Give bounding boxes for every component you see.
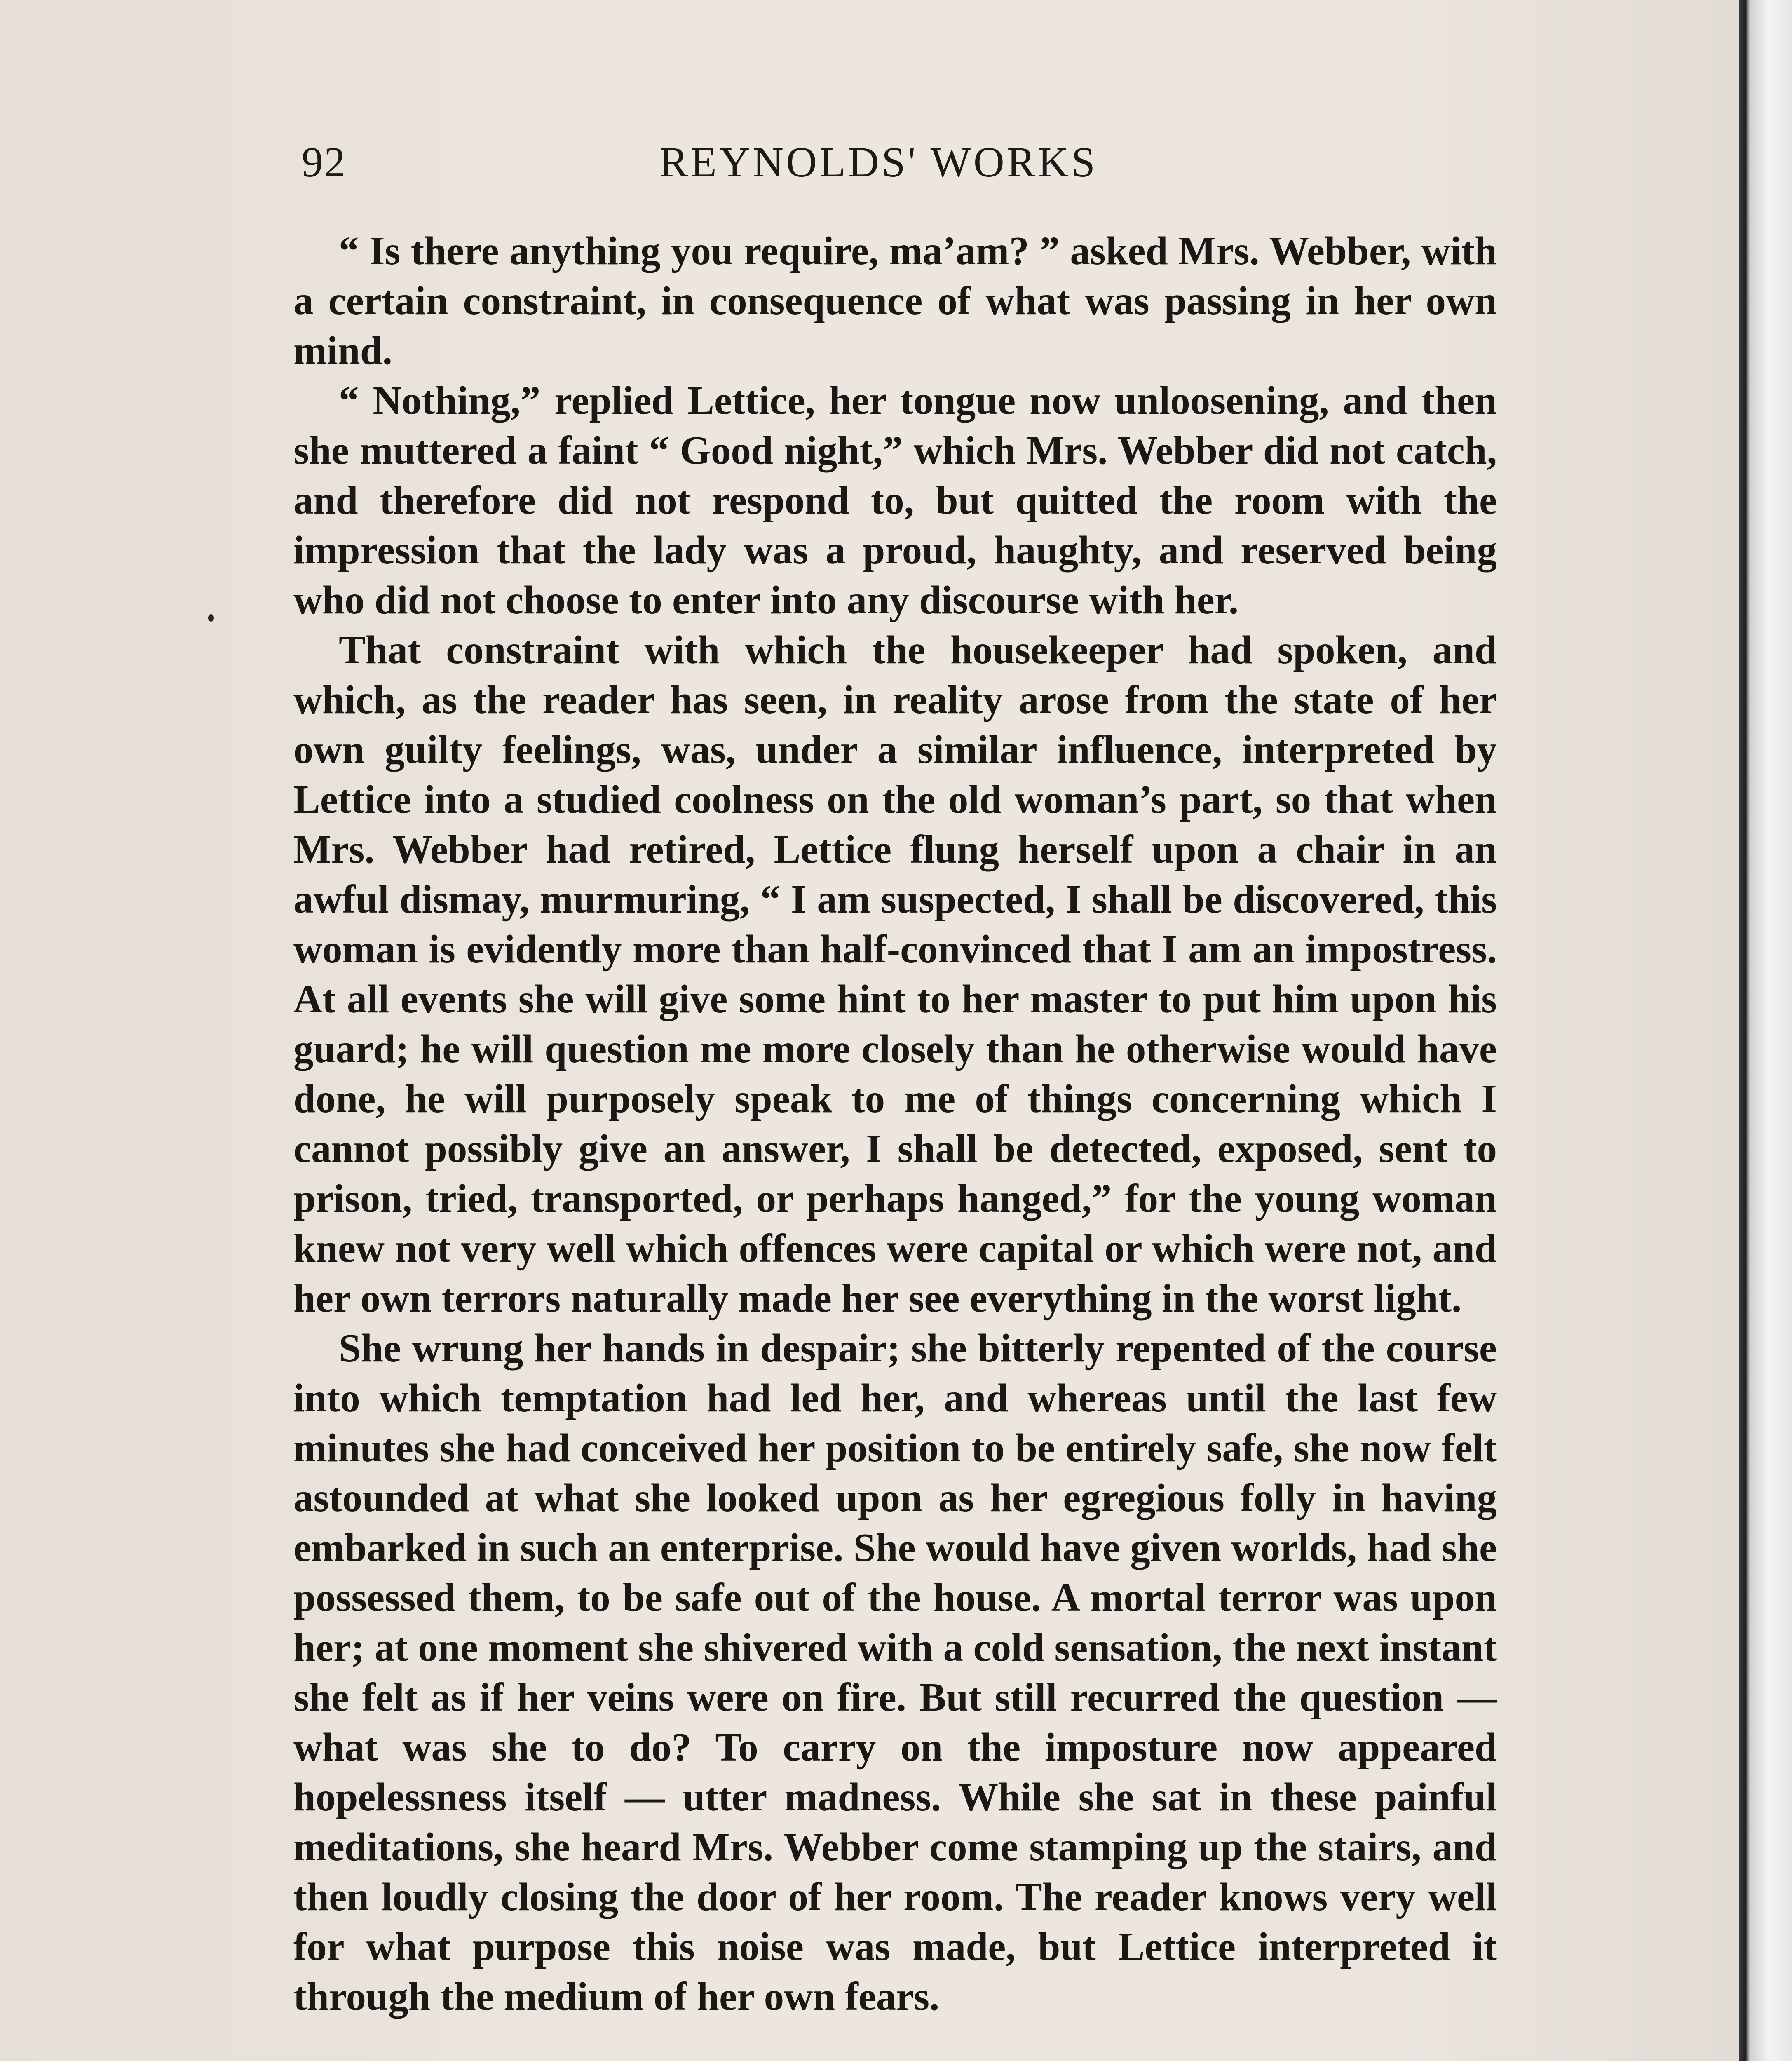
paper-speck: [208, 614, 214, 622]
paragraph-1: “ Is there anything you require, ma’am? ” asked Mrs. Webber, with a certain constraint, in consequence of what was passing in her own mind.: [293, 229, 1497, 373]
page-header: [297, 136, 1500, 202]
running-head: REYNOLDS' WORKS: [659, 138, 1098, 186]
page-edge: [1739, 0, 1792, 2061]
body-text: [293, 226, 1497, 2021]
paragraph-4: She wrung her hands in despair; she bitterly repented of the course into which temptation had led her, and whereas until the last few minutes she had conceived her position to be entirely safe, she now felt astounded at what she looked upon as her egregious folly in having embarked in such an enterprise. She would have given worlds, had she possessed them, to be safe out of the house. A mortal terror was upon her; at one moment she shivered with a cold sensation, the next instant she felt as if her veins were on fire. But still recurred the question — what was she to do? To carry on the imposture now appeared hopelessness itself — utter madness. While she sat in these painful meditations, she heard Mrs. Webber come stamping up the stairs, and then loudly closing the door of her room. The reader knows very well for what purpose this noise was made, but Lettice interpreted it through the medium of her own fears.: [293, 1326, 1497, 2019]
paragraph-3: That constraint with which the housekeeper had spoken, and which, as the reader has seen, in reality arose from the state of her own guilty feelings, was, under a similar influence, interpreted by Lettice into a studied coolness on the old woman’s part, so that when Mrs. Webber had retired, Lettice flung herself upon a chair in an awful dismay, murmuring, “ I am suspected, I shall be discovered, this woman is evidently more than half-convinced that I am an impostress. At all events she will give some hint to her master to put him upon his guard; he will question me more closely than he otherwise would have done, he will purposely speak to me of things concerning which I cannot possibly give an answer, I shall be detected, exposed, sent to prison, tried, transported, or perhaps hanged,” for the young woman knew not very well which offences were capital or which were not, and her own terrors naturally made her see everything in the worst light.: [293, 628, 1497, 1320]
paragraph-2: “ Nothing,” replied Lettice, her tongue now unloosening, and then she muttered a faint “ Good night,” which Mrs. Webber did not catch, and therefore did not respond to, but quitted the room with the impression that the lady was a proud, haughty, and reserved being who did not choose to enter into any discourse with her.: [293, 378, 1497, 622]
page-number: 92: [302, 138, 346, 186]
